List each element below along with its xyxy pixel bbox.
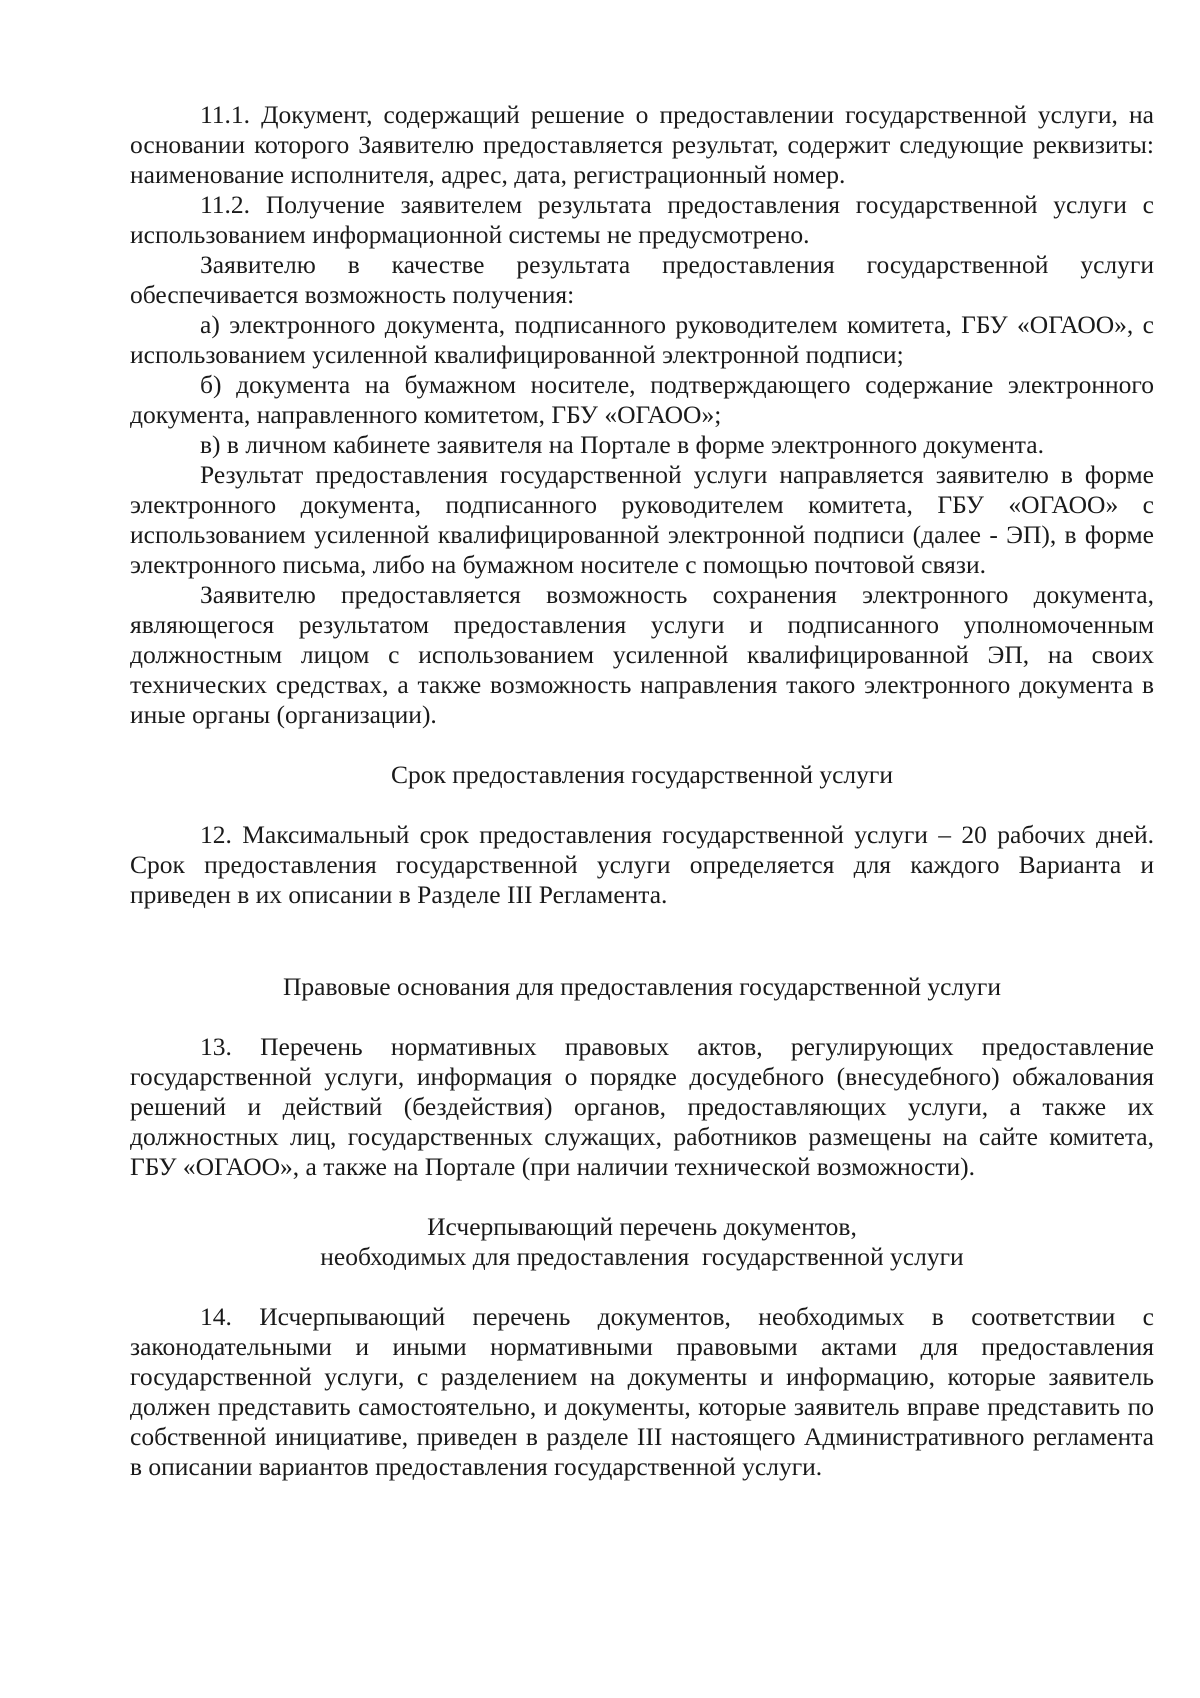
paragraph-12: 12. Максимальный срок предоставления государственной услуги – 20 рабочих дней. Срок предоставления государственной услуги определяется для каждого Варианта и приведен в их описании в Разделе III Регламента. [130,820,1154,909]
paragraph-11-2: 11.2. Получение заявителем результата предоставления государственной услуги с использованием информационной системы не предусмотрено. [130,190,1154,249]
section-heading-docs-line-2: необходимых для предоставления государственной услуги [320,1242,964,1271]
section-heading-term: Срок предоставления государственной услуги [390,760,893,789]
section-heading-docs-line-1: Исчерпывающий перечень документов, [427,1212,857,1241]
spacer [130,910,1154,972]
spacer [130,1002,1154,1032]
paragraph-possibility: Заявителю в качестве результата предоставления государственной услуги обеспечивается возможность получения: [130,250,1154,309]
document-page [130,100,1154,1482]
spacer [130,790,1154,820]
section-heading-legal: Правовые основания для предоставления государственной услуги [282,972,1002,1001]
list-item-b: б) документа на бумажном носителе, подтверждающего содержание электронного документа, направленного комитетом, ГБУ «ОГАОО»; [130,370,1154,429]
list-item-a: а) электронного документа, подписанного руководителем комитета, ГБУ «ОГАОО», с использованием усиленной квалифицированной электронной подписи; [130,310,1154,369]
spacer [130,730,1154,760]
spacer [130,1182,1154,1212]
paragraph-14: 14. Исчерпывающий перечень документов, необходимых в соответствии с законодательными и иными нормативными правовыми актами для предоставления государственной услуги, с разделением на документы и информацию, которые заявитель должен представить самостоятельно, и документы, которые заявитель вправе представить по собственной инициативе, приведен в разделе III настоящего Административного регламента в описании вариантов предоставления государственной услуги. [130,1302,1154,1481]
paragraph-13: 13. Перечень нормативных правовых актов, регулирующих предоставление государственной услуги, информация о порядке досудебного (внесудебного) обжалования решений и действий (бездействия) органов, предоставляющих услуги, а также их должностных лиц, государственных служащих, работников размещены на сайте комитета, ГБУ «ОГАОО», а также на Портале (при наличии технической возможности). [130,1032,1154,1181]
paragraph-result: Результат предоставления государственной услуги направляется заявителю в форме электронного документа, подписанного руководителем комитета, ГБУ «ОГАОО» с использованием усиленной квалифицированной электронной подписи (далее - ЭП), в форме электронного письма, либо на бумажном носителе с помощью почтовой связи. [130,460,1154,579]
spacer [130,1272,1154,1302]
paragraph-11-1: 11.1. Документ, содержащий решение о предоставлении государственной услуги, на основании которого Заявителю предоставляется результат, содержит следующие реквизиты: наименование исполнителя, адрес, дата, регистрационный номер. [130,100,1154,189]
list-item-v: в) в личном кабинете заявителя на Портале в форме электронного документа. [200,430,1044,459]
paragraph-save: Заявителю предоставляется возможность сохранения электронного документа, являющегося результатом предоставления услуги и подписанного уполномоченным должностным лицом с использованием усиленной квалифицированной ЭП, на своих технических средствах, а также возможность направления такого электронного документа в иные органы (организации). [130,580,1154,729]
